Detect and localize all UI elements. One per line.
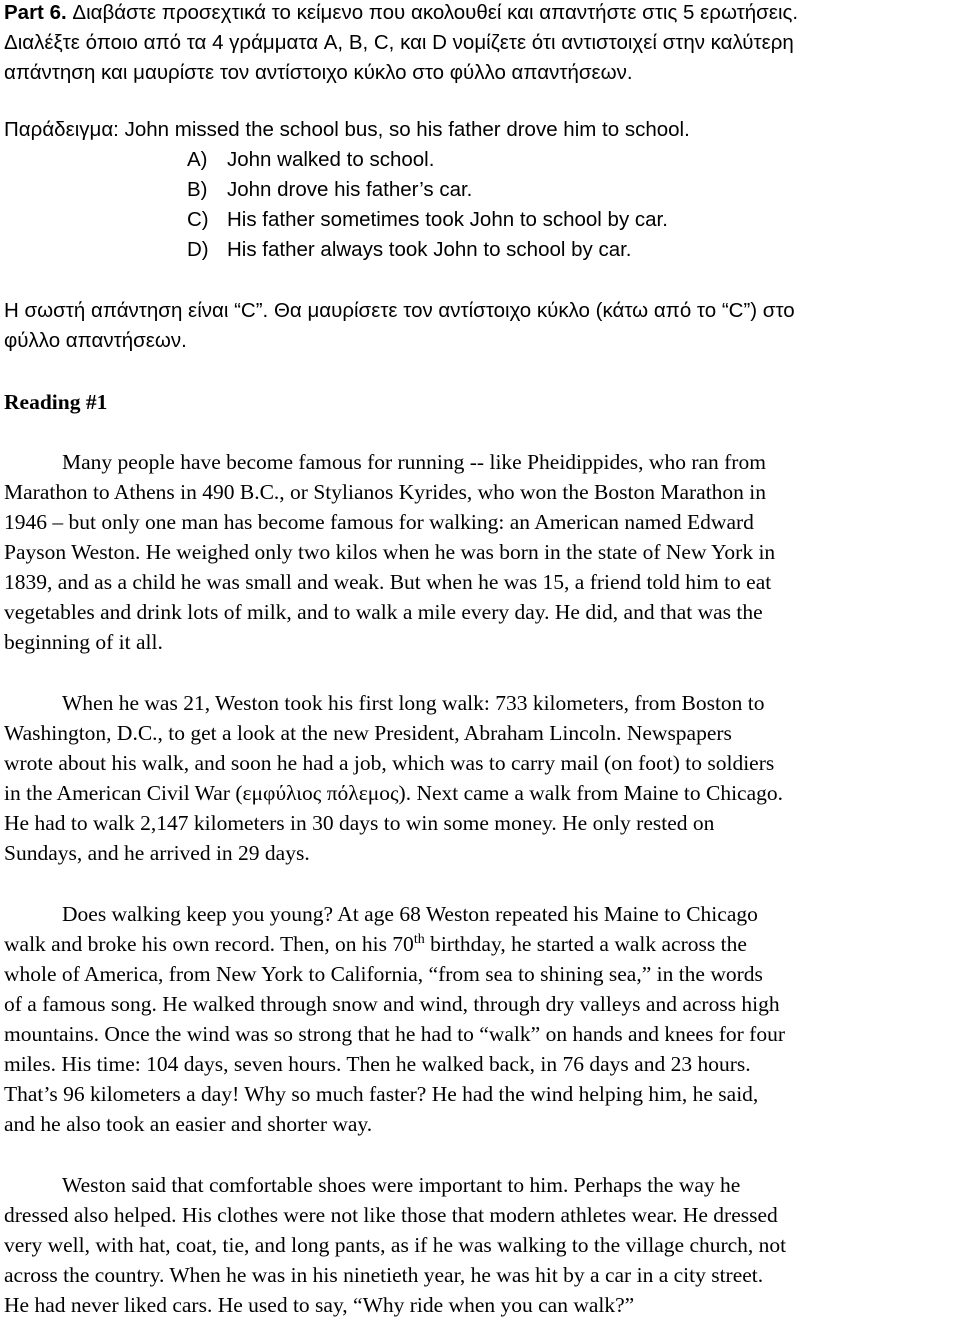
reading-line: dressed also helped. His clothes were not like those that modern athletes wear. He dressed	[4, 1203, 778, 1227]
superscript-th: th	[413, 931, 425, 947]
reading-line: Does walking keep you young? At age 68 Weston repeated his Maine to Chicago	[62, 902, 758, 926]
reading-line: That’s 96 kilometers a day! Why so much faster? He had the wind helping him, he said,	[4, 1082, 759, 1106]
option-text: His father always took John to school by car.	[227, 238, 632, 261]
instructions-line-3: απάντηση και μαυρίστε τον αντίστοιχο κύκλο στο φύλλο απαντήσεων.	[4, 61, 633, 84]
example-answer-line-2: φύλλο απαντήσεων.	[4, 329, 187, 352]
instructions-line-2: Διαλέξτε όποιο από τα 4 γράμματα A, B, C, και D νομίζετε ότι αντιστοιχεί στην καλύτερη	[4, 31, 794, 54]
option-letter: B)	[187, 178, 208, 201]
option-text: John drove his father’s car.	[227, 178, 473, 201]
option-letter: A)	[187, 148, 208, 171]
reading-line: He had never liked cars. He used to say, “Why ride when you can walk?”	[4, 1293, 635, 1317]
reading-line: Marathon to Athens in 490 B.C., or Stylianos Kyrides, who won the Boston Marathon in	[4, 480, 767, 504]
reading-line: wrote about his walk, and soon he had a job, which was to carry mail (on foot) to soldiers	[4, 751, 775, 775]
reading-line: of a famous song. He walked through snow and wind, through dry valleys and across high	[4, 992, 780, 1016]
example-option-d	[187, 235, 632, 265]
reading-line: whole of America, from New York to California, “from sea to shining sea,” in the words	[4, 962, 763, 986]
reading-line: very well, with hat, coat, tie, and long pants, as if he was walking to the village church, not	[4, 1233, 787, 1257]
reading-line: mountains. Once the wind was so strong that he had to “walk” on hands and knees for four	[4, 1022, 785, 1046]
example-answer-line-1: Η σωστή απάντηση είναι “C”. Θα μαυρίσετε τον αντίστοιχο κύκλο (κάτω από το “C”) στο	[4, 299, 795, 322]
reading-line: 1946 – but only one man has become famous for walking: an American named Edward	[4, 510, 754, 534]
reading-line: and he also took an easier and shorter way.	[4, 1112, 373, 1136]
reading-line: across the country. When he was in his ninetieth year, he was hit by a car in a city street.	[4, 1263, 764, 1287]
reading-line: beginning of it all.	[4, 630, 163, 654]
reading-line: miles. His time: 104 days, seven hours. Then he walked back, in 76 days and 23 hours.	[4, 1052, 751, 1076]
reading-line	[4, 929, 747, 959]
example-option-b	[187, 175, 472, 205]
option-letter: D)	[187, 238, 209, 261]
reading-line: Sundays, and he arrived in 29 days.	[4, 841, 310, 865]
reading-line: Many people have become famous for running -- like Pheidippides, who ran from	[62, 450, 766, 474]
example-option-c	[187, 205, 668, 235]
option-text: John walked to school.	[227, 148, 435, 171]
reading-line: When he was 21, Weston took his first long walk: 733 kilometers, from Boston to	[62, 691, 765, 715]
reading-line: He had to walk 2,147 kilometers in 30 days to win some money. He only rested on	[4, 811, 715, 835]
part-label: Part 6.	[4, 1, 67, 24]
reading-line: 1839, and as a child he was small and weak. But when he was 15, a friend told him to eat	[4, 570, 772, 594]
example-option-a	[187, 145, 434, 175]
reading-line: Payson Weston. He weighed only two kilos when he was born in the state of New York in	[4, 540, 776, 564]
instructions-line-1	[4, 0, 798, 28]
instructions-text-1: Διαβάστε προσεχτικά το κείμενο που ακολουθεί και απαντήστε στις 5 ερωτήσεις.	[72, 1, 799, 24]
reading-line: Washington, D.C., to get a look at the new President, Abraham Lincoln. Newspapers	[4, 721, 732, 745]
reading-line: vegetables and drink lots of milk, and to walk a mile every day. He did, and that was the	[4, 600, 763, 624]
example-label: Παράδειγμα:	[4, 118, 119, 141]
option-text: His father sometimes took John to school by car.	[227, 208, 668, 231]
reading-text: walk and broke his own record. Then, on his 70	[4, 932, 414, 956]
example-sentence: John missed the school bus, so his father drove him to school.	[124, 118, 690, 141]
example-line	[4, 115, 690, 145]
option-letter: C)	[187, 208, 209, 231]
reading-line: in the American Civil War (εμφύλιος πόλεμος). Next came a walk from Maine to Chicago.	[4, 781, 784, 805]
reading-text: birthday, he started a walk across the	[424, 932, 747, 956]
reading-title: Reading #1	[4, 390, 108, 414]
reading-line: Weston said that comfortable shoes were important to him. Perhaps the way he	[62, 1173, 741, 1197]
